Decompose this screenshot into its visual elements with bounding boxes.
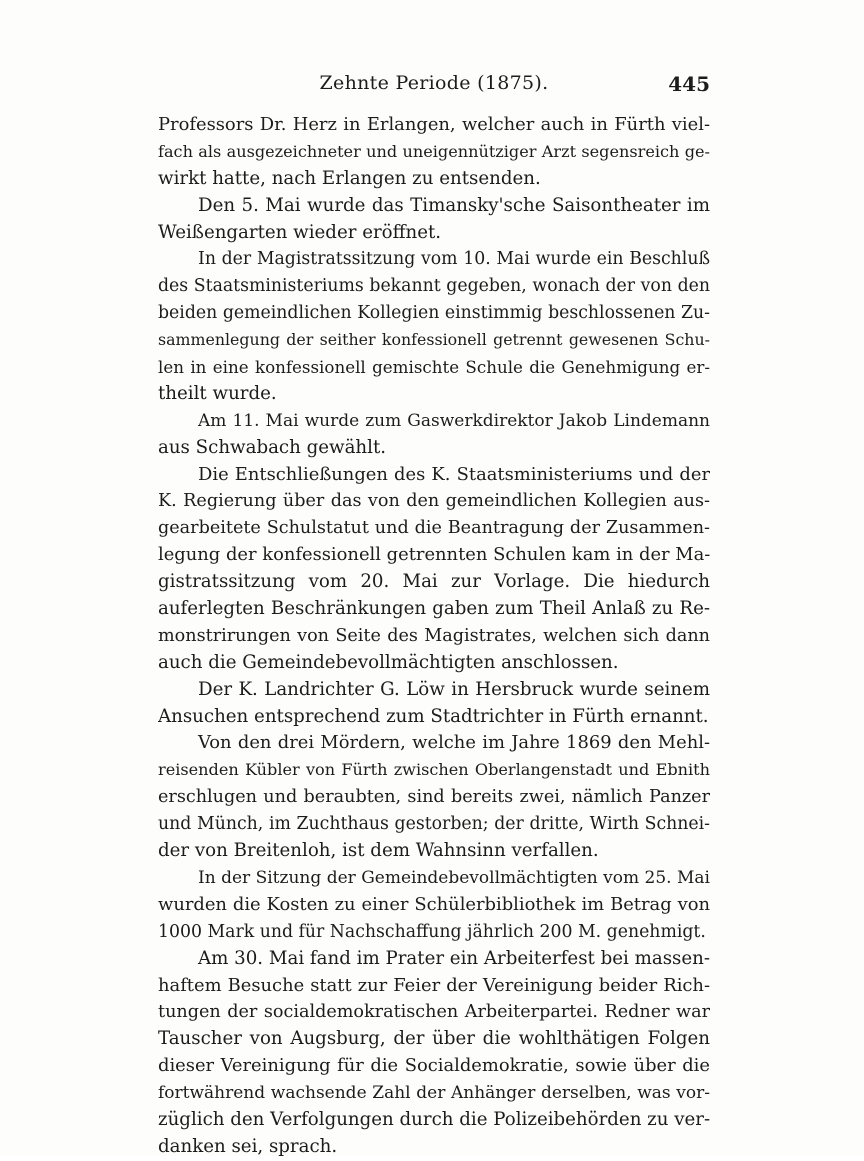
- text-line: der von Breitenloh, ist dem Wahnsinn verfallen.: [158, 840, 599, 862]
- running-head: [158, 72, 710, 100]
- text-line: sammenlegung der seither konfessionell getrennt gewesenen Schu-: [158, 330, 710, 350]
- text-line: Am 11. Mai wurde zum Gaswerkdirektor Jakob Lindemann: [198, 410, 710, 431]
- text-line: wurden die Kosten zu einer Schülerbibliothek im Betrag von: [158, 893, 710, 915]
- text-line: wirkt hatte, nach Erlangen zu entsenden.: [158, 167, 541, 189]
- text-line: erschlugen und beraubten, sind bereits zwei, nämlich Panzer: [158, 787, 710, 808]
- text-line: tungen der socialdemokratischen Arbeiterpartei. Redner war: [158, 1002, 710, 1023]
- text-line: Am 30. Mai fand im Prater ein Arbeiterfest bei massen-: [198, 947, 710, 969]
- running-title: Zehnte Periode (1875).: [319, 72, 549, 94]
- text-line: Von den drei Mördern, welche im Jahre 1869 den Mehl-: [198, 732, 710, 754]
- text-line: auferlegten Beschränkungen gaben zum Theil Anlaß zu Re-: [158, 598, 710, 620]
- text-line: 1000 Mark und für Nachschaffung jährlich 200 M. genehmigt.: [158, 921, 706, 942]
- text-line: haftem Besuche statt zur Feier der Vereinigung beider Rich-: [158, 974, 710, 996]
- text-line: Die Entschließungen des K. Staatsministeriums und der: [198, 463, 710, 485]
- text-line: reisenden Kübler von Fürth zwischen Oberlangenstadt und Ebnith: [158, 760, 710, 780]
- text-line: monstrirungen von Seite des Magistrates, welchen sich dann: [158, 625, 710, 646]
- text-line: In der Sitzung der Gemeindebevollmächtigten vom 25. Mai: [198, 867, 710, 888]
- text-line: legung der konfessionell getrennten Schulen kam in der Ma-: [158, 544, 710, 566]
- text-line: gearbeitete Schulstatut und die Beantragung der Zusammen-: [158, 518, 710, 539]
- text-line: dieser Vereinigung für die Socialdemokratie, sowie über die: [158, 1055, 710, 1077]
- text-line: fortwährend wachsende Zahl der Anhänger derselben, was vor-: [158, 1083, 710, 1104]
- text-line: fach als ausgezeichneter und uneigennütziger Arzt segensreich ge-: [158, 141, 710, 161]
- text-line: Weißengarten wieder eröffnet.: [158, 221, 442, 243]
- text-line: len in eine konfessionell gemischte Schule die Genehmigung er-: [158, 357, 710, 378]
- text-line: beiden gemeindlichen Kollegien einstimmig beschlossenen Zu-: [158, 303, 710, 324]
- text-line: Tauscher von Augsburg, der über die wohlthätigen Folgen: [158, 1028, 710, 1050]
- text-line: theilt wurde.: [158, 382, 277, 404]
- text-line: Der K. Landrichter G. Löw in Hersbruck wurde seinem: [198, 678, 710, 700]
- text-line: K. Regierung über das von den gemeindlichen Kollegien aus-: [158, 491, 710, 512]
- page-number: 445: [668, 72, 710, 96]
- text-line: auch die Gemeindebevollmächtigten anschlossen.: [158, 651, 619, 673]
- text-line: In der Magistratssitzung vom 10. Mai wurde ein Beschluß: [198, 249, 710, 270]
- body-text: [158, 112, 710, 1161]
- text-line: und Münch, im Zuchthaus gestorben; der dritte, Wirth Schnei-: [158, 814, 710, 835]
- text-line: des Staatsministeriums bekannt gegeben, wonach der von den: [158, 276, 710, 297]
- text-line: Professors Dr. Herz in Erlangen, welcher auch in Fürth viel-: [158, 114, 710, 135]
- text-line: gistratssitzung vom 20. Mai zur Vorlage. Die hiedurch: [158, 571, 710, 593]
- text-line: Den 5. Mai wurde das Timansky'sche Saisontheater im: [198, 194, 710, 216]
- text-line: danken sei, sprach.: [158, 1135, 338, 1157]
- text-line: züglich den Verfolgungen durch die Polizeibehörden zu ver-: [158, 1108, 710, 1130]
- text-line: Ansuchen entsprechend zum Stadtrichter in Fürth ernannt.: [158, 705, 709, 727]
- text-line: aus Schwabach gewählt.: [158, 436, 387, 458]
